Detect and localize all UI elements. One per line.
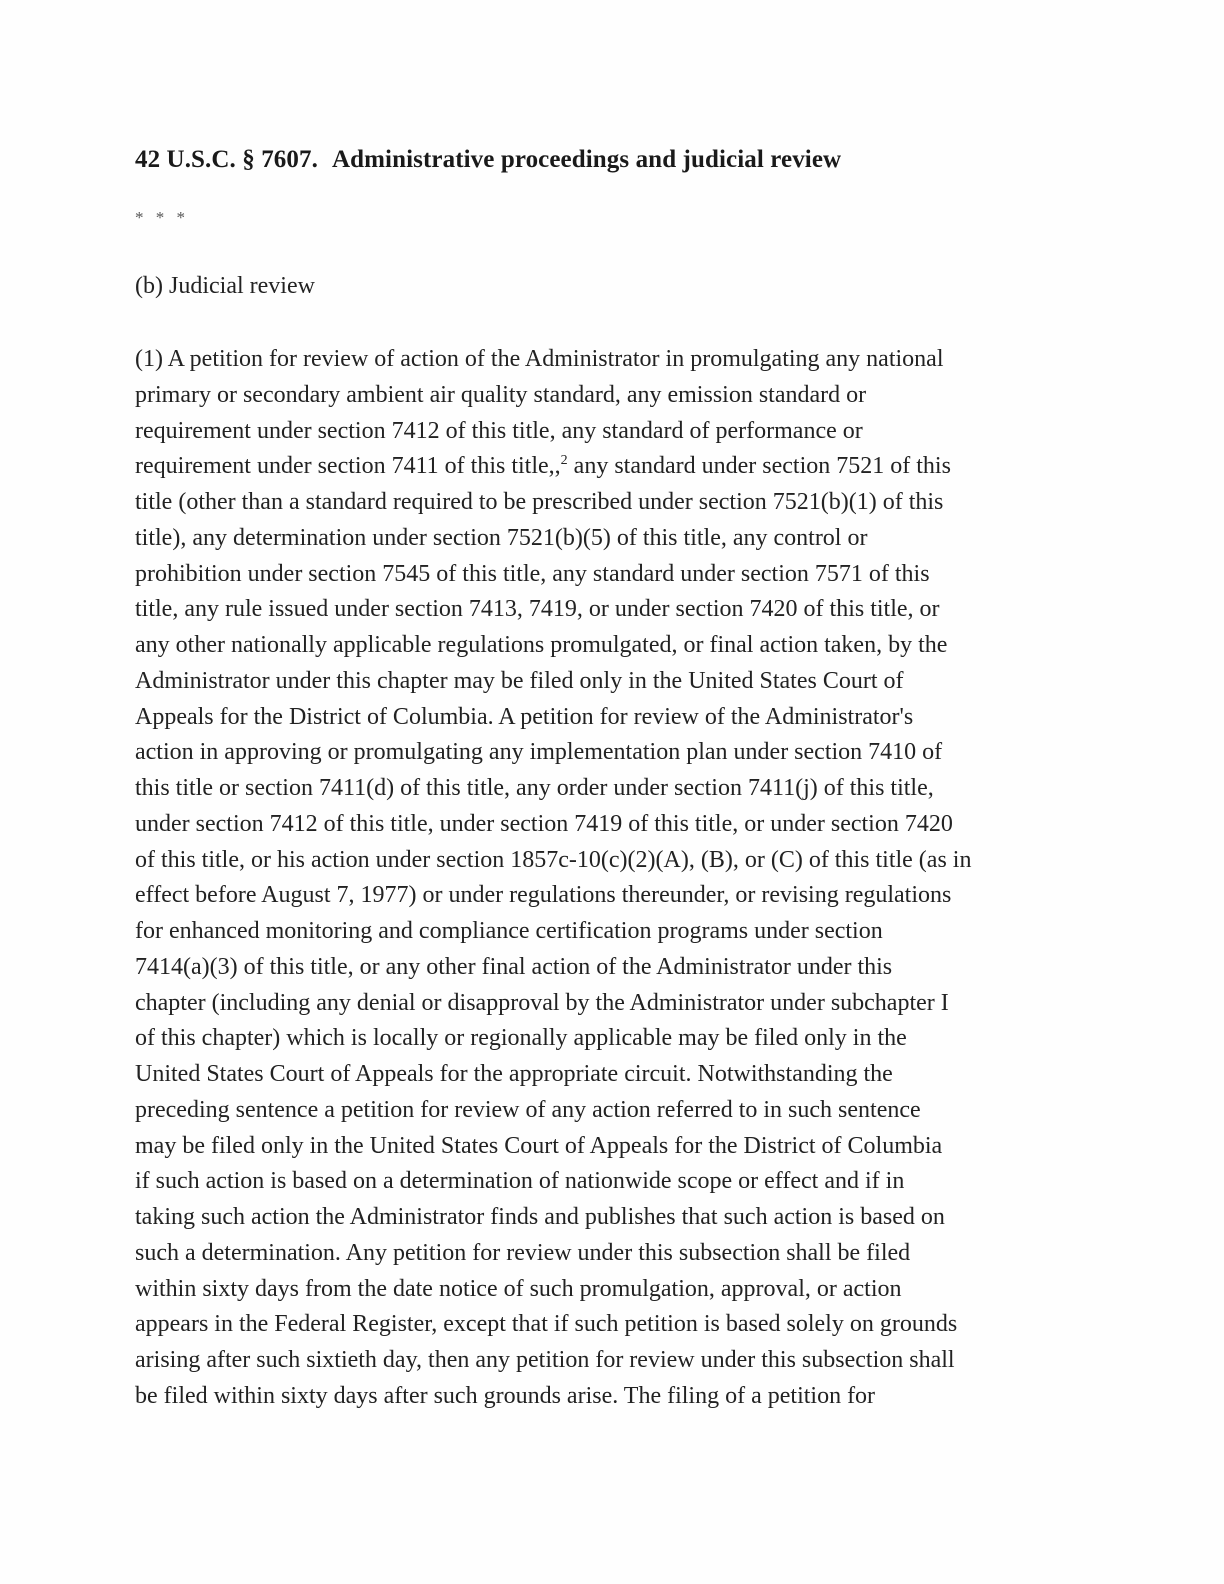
footnote-reference[interactable]: 2 <box>560 453 568 469</box>
paragraph-line: Administrator under this chapter may be filed only in the United States Court of <box>135 667 904 694</box>
paragraph-line: may be filed only in the United States Court of Appeals for the District of Columbia <box>135 1132 943 1159</box>
statute-citation: 42 U.S.C. § 7607. <box>135 146 318 173</box>
section-heading <box>135 142 1095 178</box>
paragraph-line: United States Court of Appeals for the appropriate circuit. Notwithstanding the <box>135 1061 893 1087</box>
paragraph-line-text: any standard under section 7521 of this <box>567 453 951 480</box>
paragraph-line: under section 7412 of this title, under section 7419 of this title, or under section 7420 <box>135 810 953 837</box>
paragraph-line: if such action is based on a determination of nationwide scope or effect and if in <box>135 1168 905 1195</box>
paragraph-line: (1) A petition for review of action of the Administrator in promulgating any national <box>135 346 944 372</box>
paragraph-line: within sixty days from the date notice of such promulgation, approval, or action <box>135 1275 902 1302</box>
paragraph-line: effect before August 7, 1977) or under regulations thereunder, or revising regulations <box>135 882 952 909</box>
paragraph-line: primary or secondary ambient air quality standard, any emission standard or <box>135 381 867 408</box>
paragraph-line <box>135 449 1065 485</box>
paragraph-line: requirement under section 7412 of this title, any standard of performance or <box>135 417 863 444</box>
paragraph-line: title, any rule issued under section 7413, 7419, or under section 7420 of this title, or <box>135 596 940 623</box>
paragraph-line: this title or section 7411(d) of this title, any order under section 7411(j) of this title, <box>135 775 934 801</box>
section-title: Administrative proceedings and judicial review <box>331 146 842 173</box>
paragraph-line: title), any determination under section 7521(b)(5) of this title, any control or <box>135 524 868 551</box>
subsection-heading: (b) Judicial review <box>135 273 315 299</box>
paragraph-line: title (other than a standard required to be prescribed under section 7521(b)(1) of this <box>135 489 944 515</box>
paragraph-line: prohibition under section 7545 of this title, any standard under section 7571 of this <box>135 560 930 587</box>
paragraph-line: any other nationally applicable regulations promulgated, or final action taken, by the <box>135 632 948 658</box>
paragraph-line: action in approving or promulgating any implementation plan under section 7410 of <box>135 739 943 766</box>
paragraph-line: 7414(a)(3) of this title, or any other final action of the Administrator under this <box>135 953 893 980</box>
paragraph-line-text: requirement under section 7411 of this title,, <box>135 453 561 480</box>
paragraph-line: preceding sentence a petition for review of any action referred to in such sentence <box>135 1096 921 1123</box>
statute-paragraph <box>135 342 1065 1415</box>
paragraph-line: arising after such sixtieth day, then any petition for review under this subsection shall <box>135 1347 955 1373</box>
paragraph-line: for enhanced monitoring and compliance certification programs under section <box>135 918 883 944</box>
paragraph-line: chapter (including any denial or disapproval by the Administrator under subchapter I <box>135 989 949 1016</box>
omission-marker: * * * <box>135 208 189 227</box>
paragraph-line: appears in the Federal Register, except that if such petition is based solely on grounds <box>135 1311 958 1338</box>
paragraph-line: Appeals for the District of Columbia. A petition for review of the Administrator's <box>135 703 914 730</box>
paragraph-line: of this title, or his action under section 1857c-10(c)(2)(A), (B), or (C) of this title (as in <box>135 846 972 873</box>
paragraph-line: be filed within sixty days after such grounds arise. The filing of a petition for <box>135 1382 876 1409</box>
paragraph-line: of this chapter) which is locally or regionally applicable may be filed only in the <box>135 1025 907 1052</box>
paragraph-line: taking such action the Administrator finds and publishes that such action is based on <box>135 1204 945 1230</box>
paragraph-line: such a determination. Any petition for review under this subsection shall be filed <box>135 1239 911 1266</box>
